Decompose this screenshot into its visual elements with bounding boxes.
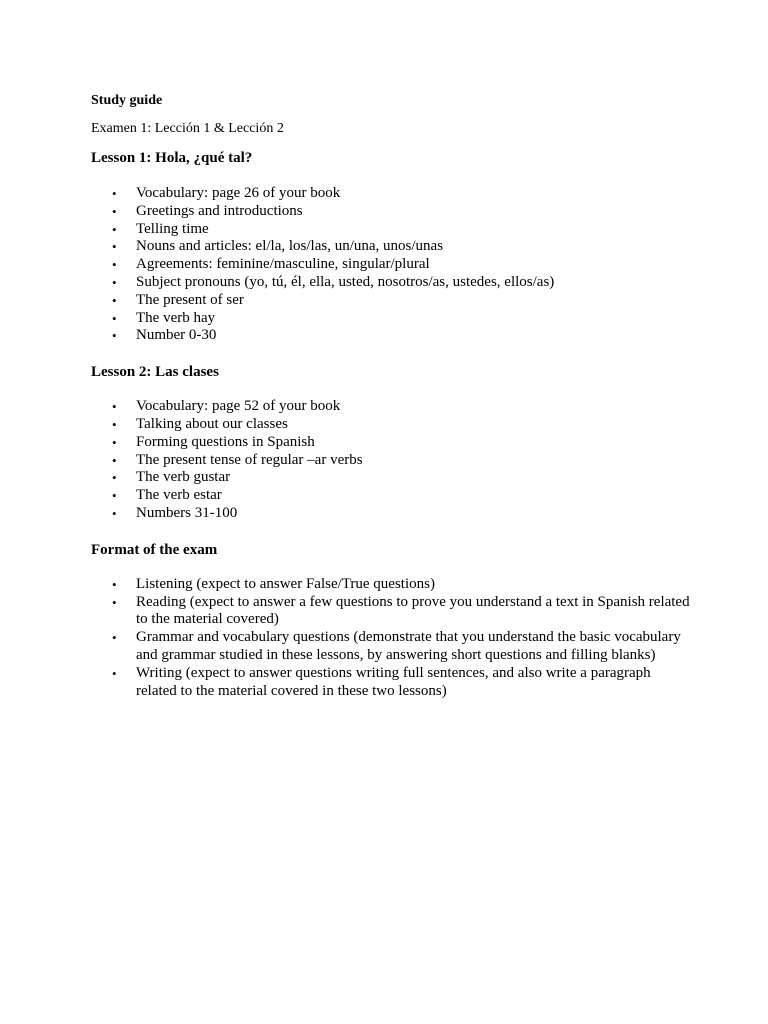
list-item	[91, 487, 691, 505]
list-item-text: The verb hay	[136, 309, 216, 326]
bullet-icon: •	[112, 434, 117, 450]
lesson2-heading: Lesson 2: Las clases	[91, 364, 219, 381]
bullet-icon: •	[112, 257, 117, 273]
list-item-text: Reading (expect to answer a few questions to prove you understand a text in Spanish related to the material covered)	[136, 593, 690, 628]
bullet-icon: •	[112, 470, 117, 486]
bullet-icon: •	[112, 186, 117, 201]
bullet-icon: •	[112, 488, 117, 504]
list-item	[91, 221, 691, 239]
document-subtitle: Examen 1: Lección 1 & Lección 2	[91, 121, 284, 136]
bullet-icon: •	[112, 328, 117, 344]
bullet-icon: •	[112, 274, 117, 290]
list-item-text: Number 0-30	[136, 327, 217, 344]
bullet-icon: •	[112, 576, 117, 592]
document-page	[91, 92, 691, 700]
list-item	[91, 469, 691, 487]
document-title: Study guide	[91, 93, 163, 108]
bullet-icon: •	[112, 630, 117, 646]
list-item	[91, 398, 691, 416]
bullet-icon: •	[112, 221, 117, 237]
bullet-icon: •	[112, 399, 117, 415]
list-item-text: Greetings and introductions	[136, 202, 303, 219]
lesson1-list	[91, 185, 691, 345]
list-item	[91, 310, 691, 328]
bullet-icon: •	[112, 310, 117, 326]
bullet-icon: •	[112, 239, 117, 255]
list-item	[91, 576, 691, 594]
list-item	[91, 185, 691, 203]
list-item-text: The verb gustar	[136, 469, 231, 486]
list-item-text: Listening (expect to answer False/True questions)	[136, 575, 435, 592]
list-item	[91, 434, 691, 452]
list-item	[91, 292, 691, 310]
list-item-text: Subject pronouns (yo, tú, él, ella, usted, nosotros/as, ustedes, ellos/as)	[136, 273, 555, 290]
list-item-text: Grammar and vocabulary questions (demonstrate that you understand the basic vocabulary and grammar studied in these lessons, by answering short questions and filling blanks)	[136, 629, 681, 663]
list-item-text: Talking about our classes	[136, 415, 288, 432]
list-item	[91, 505, 691, 523]
bullet-icon: •	[112, 203, 117, 219]
list-item	[91, 203, 691, 221]
list-item-text: Telling time	[136, 220, 209, 237]
list-item	[91, 452, 691, 470]
bullet-icon: •	[112, 505, 117, 521]
exam-format-heading: Format of the exam	[91, 541, 218, 558]
list-item-text: The present of ser	[136, 291, 244, 308]
list-item-text: Vocabulary: page 52 of your book	[136, 398, 341, 415]
list-item	[91, 629, 691, 665]
list-item-text: Writing (expect to answer questions writing full sentences, and also write a paragraph related to the material covered in these two lessons)	[136, 664, 651, 699]
list-item	[91, 274, 691, 292]
list-item-text: The verb estar	[136, 487, 222, 504]
list-item-text: Numbers 31-100	[136, 504, 238, 521]
bullet-icon: •	[112, 292, 117, 308]
list-item-text: Vocabulary: page 26 of your book	[136, 185, 341, 201]
bullet-icon: •	[112, 665, 117, 681]
bullet-icon: •	[112, 416, 117, 432]
list-item-text: Forming questions in Spanish	[136, 433, 315, 450]
list-item	[91, 594, 691, 630]
list-item	[91, 665, 691, 701]
exam-format-list	[91, 576, 691, 701]
list-item-text: Agreements: feminine/masculine, singular/plural	[136, 256, 430, 273]
bullet-icon: •	[112, 452, 117, 468]
list-item	[91, 416, 691, 434]
list-item-text: Nouns and articles: el/la, los/las, un/una, unos/unas	[136, 238, 444, 255]
list-item	[91, 238, 691, 256]
lesson1-heading: Lesson 1: Hola, ¿qué tal?	[91, 150, 253, 166]
lesson2-list	[91, 398, 691, 523]
list-item	[91, 256, 691, 274]
list-item-text: The present tense of regular –ar verbs	[136, 451, 363, 468]
list-item	[91, 327, 691, 345]
bullet-icon: •	[112, 594, 117, 610]
